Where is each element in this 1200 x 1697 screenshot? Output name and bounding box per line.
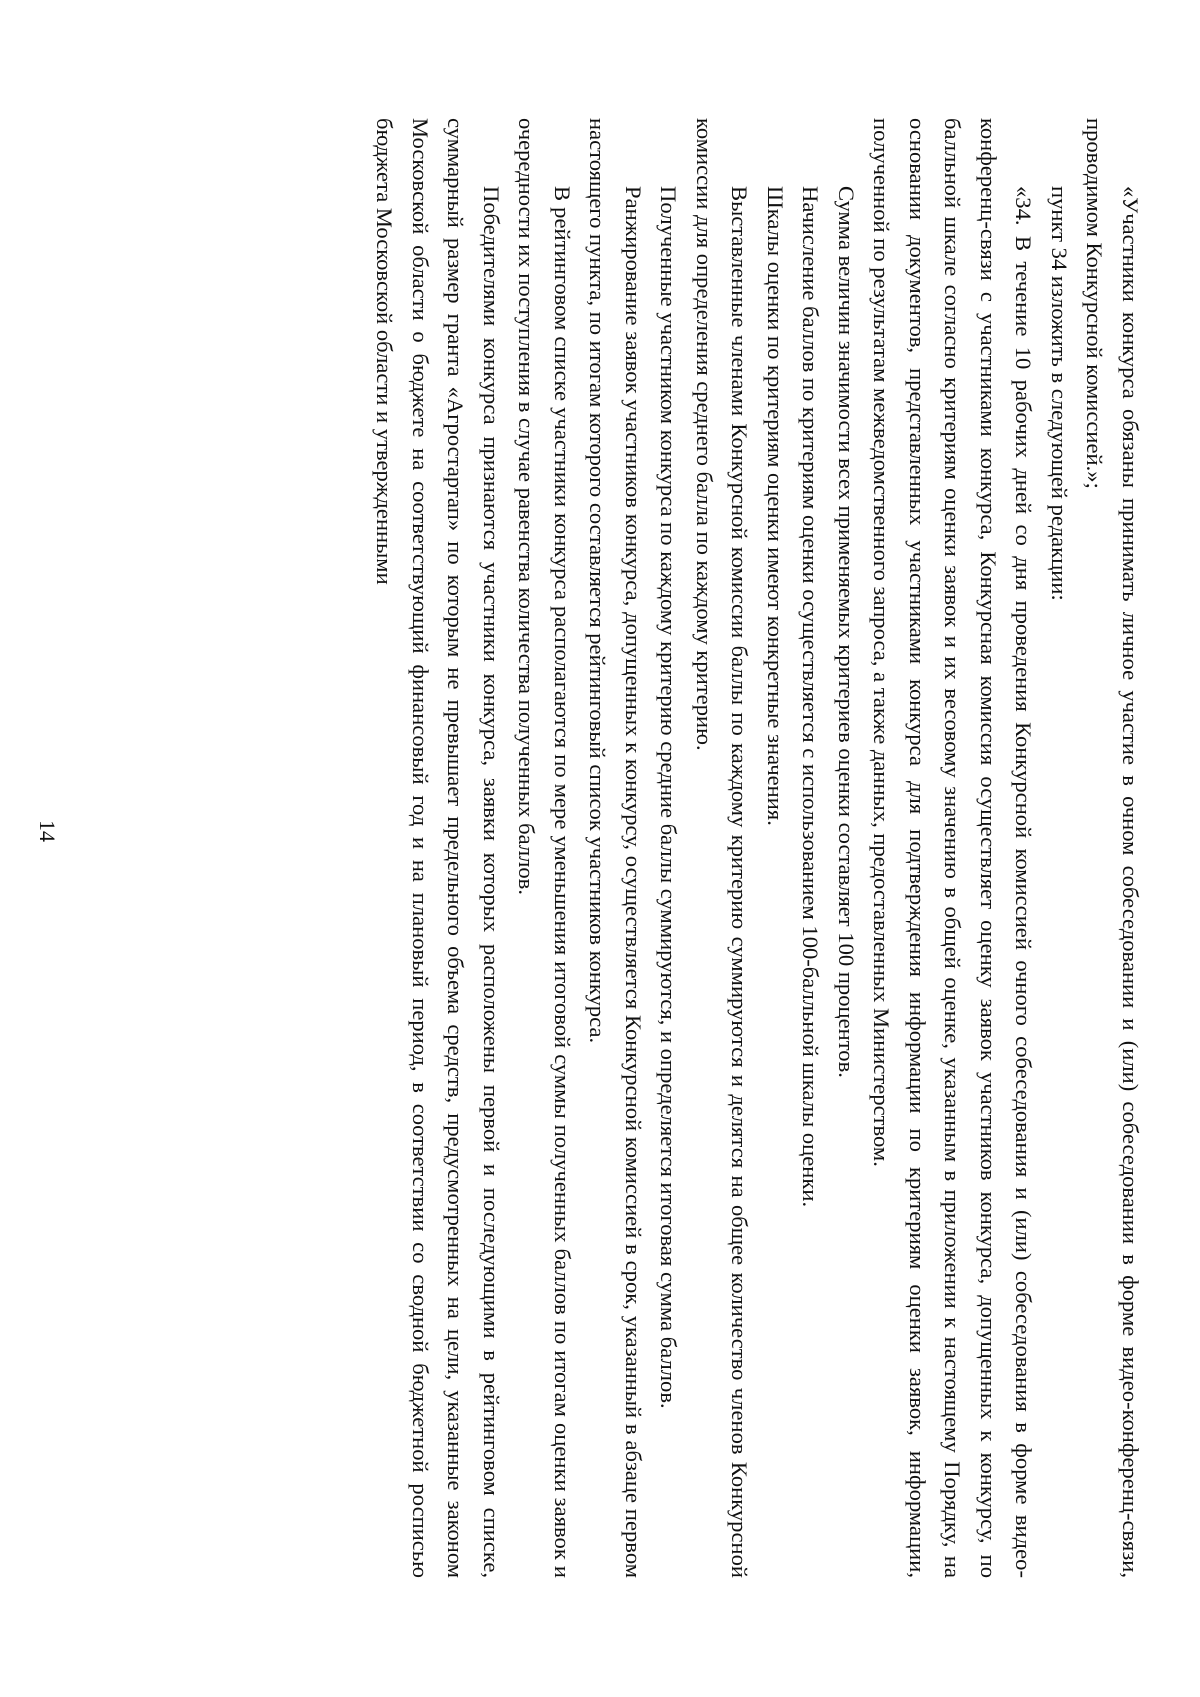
- page-number: 14: [35, 820, 60, 842]
- paragraph: Полученные участником конкурса по каждому критерию средние баллы суммируются, и определяется итоговая сумма баллов.: [656, 186, 682, 1409]
- paragraph: Начисление баллов по критериям оценки осуществляется с использованием 100-балльной шкалы оценки.: [798, 186, 824, 1208]
- paragraph: «Участники конкурса обязаны принимать личное участие в очном собеседовании и (или) собеседовании в форме видео-конференц-связи, проводимом Конкурсной комиссией.»;: [1082, 118, 1143, 1578]
- paragraph: Ранжирование заявок участников конкурса, допущенных к конкурсу, осуществляется Конкурсной комиссией в срок, указанный в абзаце первом настоящего пункта, по итогам которого составляется рейтинговый список участников конкурса.: [585, 118, 646, 1578]
- paragraph: Шкалы оценки по критериям оценки имеют конкретные значения.: [763, 186, 788, 826]
- paragraph: Выставленные членами Конкурсной комиссии баллы по каждому критерию суммируются и делятся на общее количество членов Конкурсной комиссии для определения среднего балла по каждому критерию.: [692, 118, 753, 1578]
- paragraph: «34. В течение 10 рабочих дней со дня проведения Конкурсной комиссией очного собеседования и (или) собеседования в форме видео-конференц-связи с участниками конкурса, Конкурсная комиссия осуществляет оценку заявок участников конкурса, допущенных к конкурсу, по балльной шкале согласно критериям оценки заявок и их весовому значению в общей оценке, указанным в приложении к настоящему Порядку, на основании документов, представленных участниками конкурса для подтверждения информации по критериям оценки заявок, информации, полученной по результатам межведомственного запроса, а также данных, предоставленных Министерством.: [869, 118, 1037, 1578]
- paragraph: Сумма величин значимости всех применяемых критериев оценки составляет 100 процентов.: [834, 186, 859, 1078]
- document-body: [367, 118, 1148, 1578]
- paragraph: В рейтинговом списке участники конкурса располагаются по мере уменьшения итоговой суммы полученных баллов по итогам оценки заявок и очередности их поступления в случае равенства количества полученных баллов.: [514, 118, 575, 1578]
- paragraph: Победителями конкурса признаются участники конкурса, заявки которых расположены первой и последующими в рейтинговом списке, суммарный размер гранта «Агростартап» по которым не превышает предельного объема средств, предусмотренных на цели, указанные законом Московской области о бюджете на соответствующий финансовый год и на плановый период, в соответствии со сводной бюджетной росписью бюджета Московской области и утвержденными: [372, 118, 504, 1578]
- paragraph: пункт 34 изложить в следующей редакции:: [1047, 186, 1072, 601]
